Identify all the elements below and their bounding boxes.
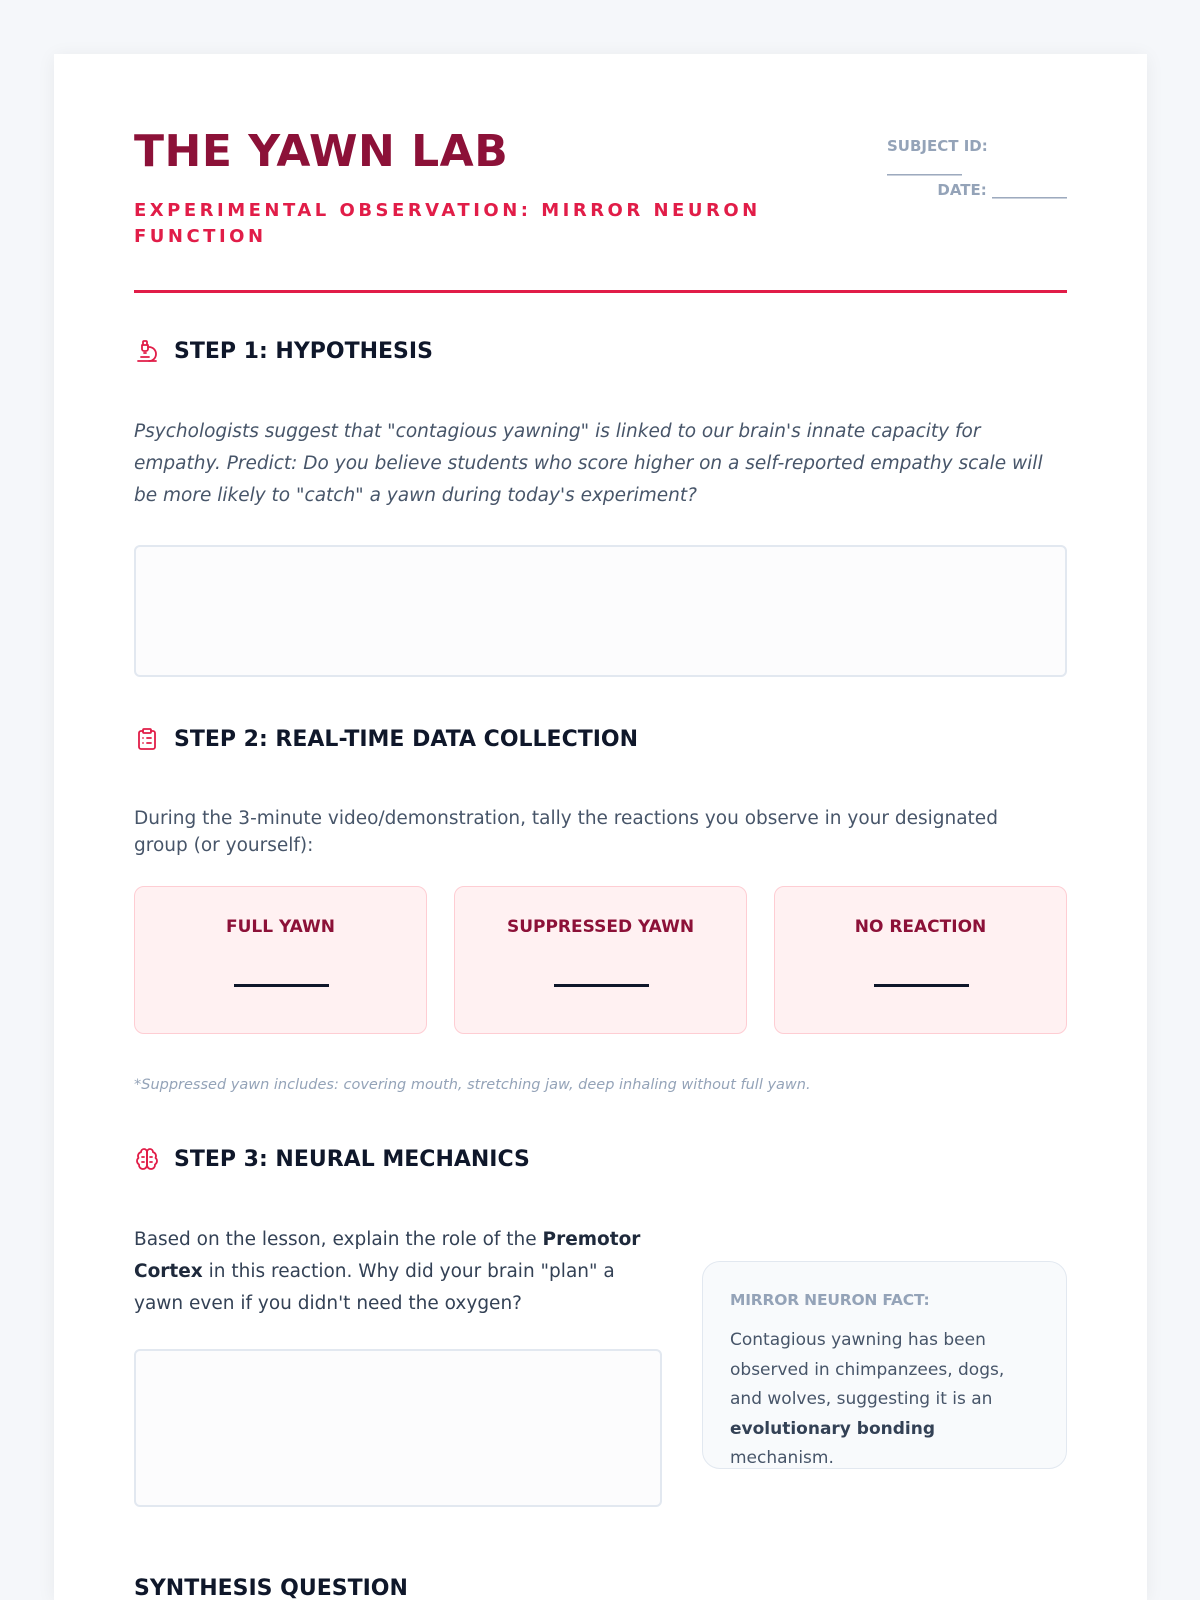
step3-heading (134, 1145, 530, 1173)
tally-cards (134, 886, 1067, 1034)
neural-mechanics-answer-box[interactable] (134, 1349, 662, 1507)
tally-card-no-reaction[interactable] (774, 886, 1067, 1034)
synthesis-title: SYNTHESIS QUESTION (134, 1576, 408, 1600)
clipboard-list-icon (134, 726, 160, 752)
microscope-icon (134, 338, 160, 364)
tally-blank-line (234, 984, 329, 987)
tally-label: SUPPRESSED YAWN (506, 917, 695, 937)
page-subtitle: EXPERIMENTAL OBSERVATION: MIRROR NEURON FUNCTION (134, 200, 761, 247)
step2-title: STEP 2: REAL-TIME DATA COLLECTION (174, 726, 639, 752)
step1-prompt: Psychologists suggest that "contagious yawning" is linked to our brain's innate capacity for empathy. Predict: Do you believe students who score higher on a self-reported empathy scale will be more likely to "catch" a yawn during today's experiment? (134, 421, 1043, 506)
hypothesis-answer-box[interactable] (134, 545, 1067, 677)
header-divider (134, 290, 1067, 293)
step2-heading (134, 725, 638, 753)
step1-title: STEP 1: HYPOTHESIS (174, 338, 433, 364)
fact-emphasis: evolutionary bonding (730, 1418, 936, 1439)
step1-heading (134, 337, 433, 365)
tally-footnote: *Suppressed yawn includes: covering mouth, stretching jaw, deep inhaling without full yawn. (134, 1077, 811, 1093)
fact-text (730, 1326, 1040, 1474)
tally-card-full-yawn[interactable] (134, 886, 427, 1034)
step3-prompt-part: in this reaction. Why did your brain "plan" a yawn even if you didn't need the oxygen? (134, 1261, 615, 1314)
brain-icon (134, 1146, 160, 1172)
date-field[interactable]: DATE: __________ (937, 181, 1067, 199)
fact-text-part: mechanism. (730, 1448, 834, 1468)
page-title: THE YAWN LAB (134, 126, 509, 177)
premotor-cortex-term: Premotor Cortex (134, 1229, 641, 1282)
subject-id-field[interactable]: __________ (887, 158, 962, 176)
worksheet-page (54, 54, 1147, 1600)
fact-text-part: Contagious yawning has been observed in chimpanzees, dogs, and wolves, suggesting it is an (730, 1330, 1005, 1409)
tally-label: FULL YAWN (225, 917, 336, 937)
step3-prompt (134, 1224, 654, 1320)
subject-id-label: SUBJECT ID: (887, 137, 988, 155)
tally-blank-line (554, 984, 649, 987)
tally-label: NO REACTION (854, 917, 987, 937)
tally-card-suppressed-yawn[interactable] (454, 886, 747, 1034)
step3-prompt-part: Based on the lesson, explain the role of the (134, 1229, 543, 1250)
subject-meta (887, 134, 1067, 202)
mirror-neuron-fact-box (702, 1261, 1067, 1469)
fact-label: MIRROR NEURON FACT: (730, 1291, 930, 1309)
tally-blank-line (874, 984, 969, 987)
step3-title: STEP 3: NEURAL MECHANICS (174, 1146, 530, 1172)
step2-instructions: During the 3-minute video/demonstration, tally the reactions you observe in your designated group (or yourself): (134, 808, 998, 856)
